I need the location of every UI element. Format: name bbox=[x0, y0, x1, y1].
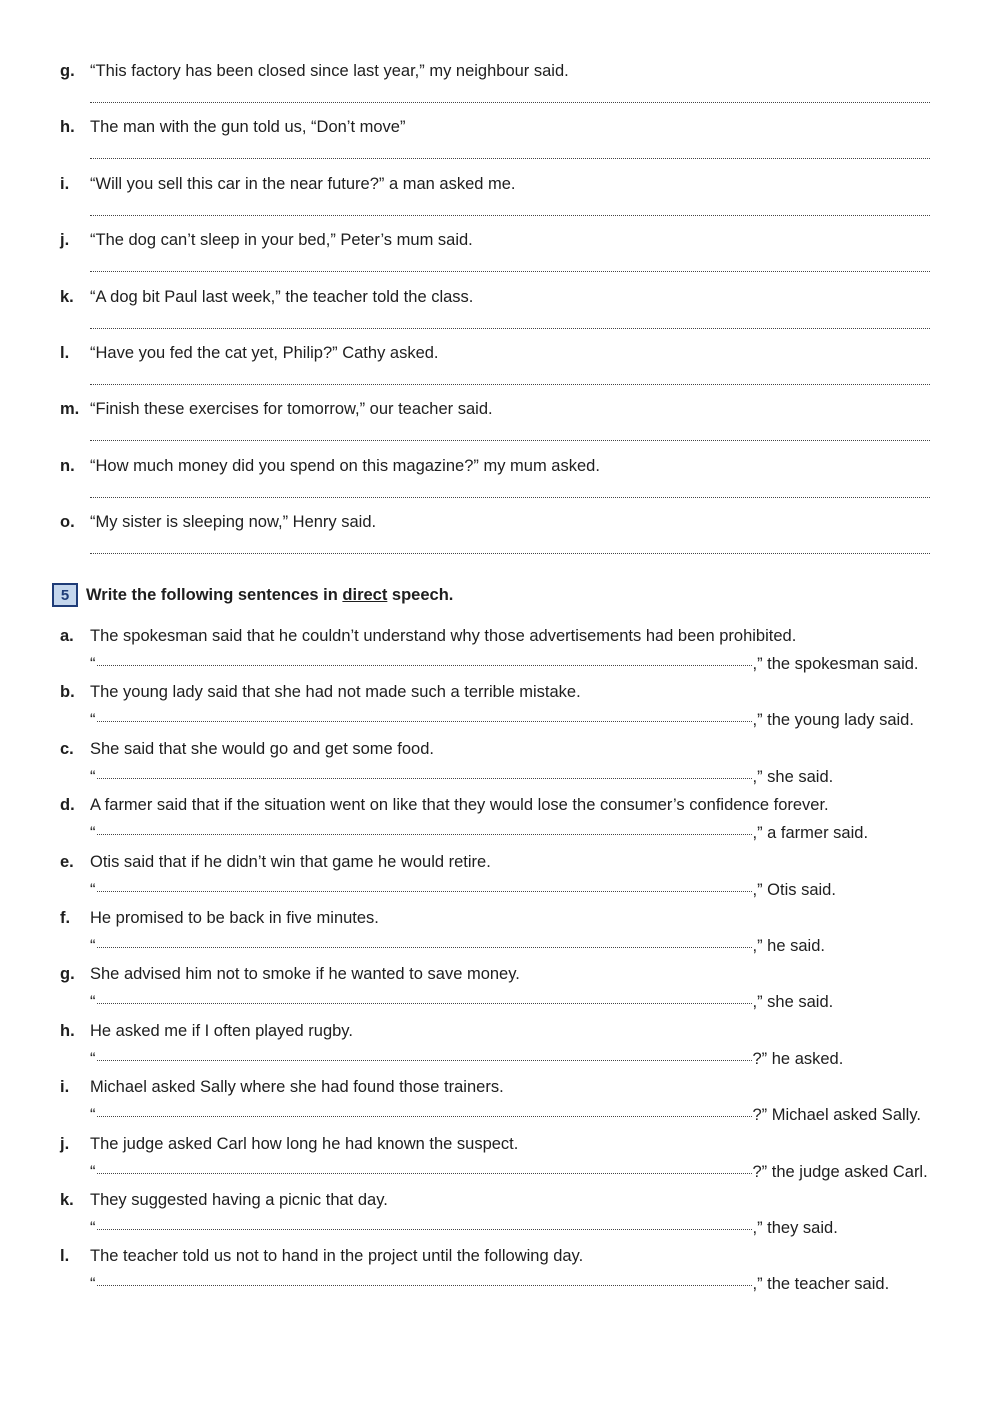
answer-line[interactable] bbox=[90, 553, 930, 554]
list-item bbox=[60, 962, 940, 1018]
answer-row bbox=[90, 1050, 843, 1069]
answer-tail: ,” he said. bbox=[752, 936, 825, 955]
answer-row bbox=[90, 1106, 921, 1125]
answer-tail: ?” he asked. bbox=[752, 1049, 844, 1068]
open-quote: “ bbox=[90, 1162, 96, 1181]
item-sentence: “The dog can’t sleep in your bed,” Peter’s mum said. bbox=[90, 231, 473, 250]
answer-line[interactable] bbox=[90, 497, 930, 498]
list-item bbox=[60, 171, 930, 227]
answer-fill-line[interactable] bbox=[97, 834, 752, 835]
open-quote: “ bbox=[90, 1049, 96, 1068]
item-sentence: “A dog bit Paul last week,” the teacher told the class. bbox=[90, 287, 474, 306]
list-item bbox=[60, 227, 930, 283]
list-item bbox=[60, 850, 940, 906]
answer-tail: ,” she said. bbox=[752, 993, 834, 1012]
answer-line[interactable] bbox=[90, 440, 930, 441]
item-letter: l. bbox=[60, 343, 70, 362]
answer-tail: ,” they said. bbox=[752, 1218, 838, 1237]
answer-tail: ,” she said. bbox=[752, 767, 834, 786]
answer-fill-line[interactable] bbox=[97, 1229, 752, 1230]
list-item bbox=[60, 1019, 940, 1075]
open-quote: “ bbox=[90, 655, 96, 673]
item-letter: g. bbox=[60, 62, 75, 80]
open-quote: “ bbox=[90, 1218, 96, 1237]
list-item bbox=[60, 284, 930, 340]
title-text-underlined: direct bbox=[342, 585, 388, 604]
item-letter: c. bbox=[60, 739, 74, 758]
item-sentence: The young lady said that she had not made such a terrible mistake. bbox=[90, 683, 581, 702]
list-item bbox=[60, 906, 940, 962]
answer-row bbox=[90, 824, 868, 843]
answer-fill-line[interactable] bbox=[97, 1003, 752, 1004]
list-item bbox=[60, 1075, 940, 1131]
item-letter: o. bbox=[60, 513, 75, 532]
answer-line[interactable] bbox=[90, 102, 930, 103]
answer-fill-line[interactable] bbox=[97, 1060, 752, 1061]
open-quote: “ bbox=[90, 1275, 96, 1294]
item-sentence: “This factory has been closed since last year,” my neighbour said. bbox=[90, 62, 569, 80]
item-letter: k. bbox=[60, 287, 74, 306]
list-item bbox=[60, 509, 930, 565]
item-letter: h. bbox=[60, 1021, 75, 1040]
open-quote: “ bbox=[90, 824, 96, 843]
item-sentence: They suggested having a picnic that day. bbox=[90, 1190, 388, 1209]
answer-row bbox=[90, 937, 825, 956]
answer-tail: ?” Michael asked Sally. bbox=[752, 1106, 921, 1125]
item-sentence: The man with the gun told us, “Don’t move” bbox=[90, 118, 406, 137]
item-sentence: The spokesman said that he couldn’t understand why those advertisements had been prohibited. bbox=[90, 627, 797, 645]
list-item bbox=[60, 1188, 940, 1244]
answer-tail: ?” the judge asked Carl. bbox=[752, 1162, 928, 1181]
item-letter: e. bbox=[60, 852, 74, 871]
answer-fill-line[interactable] bbox=[97, 1116, 752, 1117]
list-item bbox=[60, 680, 940, 736]
item-letter: k. bbox=[60, 1190, 74, 1209]
answer-fill-line[interactable] bbox=[97, 1173, 752, 1174]
open-quote: “ bbox=[90, 767, 96, 786]
list-item bbox=[60, 58, 930, 114]
title-text-before: Write the following sentences in bbox=[86, 585, 343, 604]
item-letter: g. bbox=[60, 965, 75, 984]
answer-tail: ,” a farmer said. bbox=[752, 824, 869, 843]
item-letter: h. bbox=[60, 118, 75, 137]
item-sentence: Michael asked Sally where she had found those trainers. bbox=[90, 1078, 504, 1097]
item-letter: i. bbox=[60, 1078, 70, 1097]
list-item bbox=[60, 396, 930, 452]
answer-row bbox=[90, 655, 919, 674]
item-sentence: She said that she would go and get some food. bbox=[90, 739, 434, 758]
list-item bbox=[60, 340, 930, 396]
answer-fill-line[interactable] bbox=[97, 721, 752, 722]
item-sentence: The judge asked Carl how long he had known the suspect. bbox=[90, 1134, 519, 1153]
open-quote: “ bbox=[90, 711, 96, 730]
answer-row bbox=[90, 711, 914, 730]
answer-fill-line[interactable] bbox=[97, 778, 752, 779]
item-letter: d. bbox=[60, 796, 75, 815]
item-letter: j. bbox=[60, 1134, 70, 1153]
open-quote: “ bbox=[90, 936, 96, 955]
answer-line[interactable] bbox=[90, 158, 930, 159]
answer-fill-line[interactable] bbox=[97, 891, 752, 892]
open-quote: “ bbox=[90, 993, 96, 1012]
answer-row bbox=[90, 768, 833, 787]
item-letter: l. bbox=[60, 1247, 70, 1266]
open-quote: “ bbox=[90, 1106, 96, 1125]
answer-tail: ,” the spokesman said. bbox=[752, 655, 919, 673]
item-sentence: He asked me if I often played rugby. bbox=[90, 1021, 353, 1040]
item-sentence: He promised to be back in five minutes. bbox=[90, 908, 379, 927]
answer-fill-line[interactable] bbox=[97, 947, 752, 948]
answer-row bbox=[90, 1275, 889, 1294]
item-sentence: She advised him not to smoke if he wanted to save money. bbox=[90, 965, 520, 984]
exercise-number-badge: 5 bbox=[52, 583, 78, 607]
list-item bbox=[60, 1244, 940, 1300]
list-item bbox=[60, 624, 940, 680]
answer-fill-line[interactable] bbox=[97, 1285, 752, 1286]
item-sentence: “Have you fed the cat yet, Philip?” Cathy asked. bbox=[90, 343, 439, 362]
list-item bbox=[60, 114, 930, 170]
answer-row bbox=[90, 1163, 928, 1182]
item-letter: j. bbox=[60, 231, 70, 250]
item-sentence: A farmer said that if the situation went on like that they would lose the consumer’s confidence forever. bbox=[90, 796, 829, 815]
answer-row bbox=[90, 1219, 838, 1238]
item-sentence: “Will you sell this car in the near future?” a man asked me. bbox=[90, 174, 516, 193]
list-item bbox=[60, 793, 940, 849]
answer-tail: ,” the young lady said. bbox=[752, 711, 914, 730]
item-letter: a. bbox=[60, 627, 74, 645]
answer-tail: ,” Otis said. bbox=[752, 880, 836, 899]
exercise-5-list bbox=[60, 624, 940, 1301]
answer-line[interactable] bbox=[90, 384, 930, 385]
answer-fill-line[interactable] bbox=[97, 665, 752, 666]
answer-tail: ,” the teacher said. bbox=[752, 1275, 890, 1294]
title-text-after: speech. bbox=[387, 585, 454, 604]
item-sentence: “My sister is sleeping now,” Henry said. bbox=[90, 513, 377, 532]
item-letter: f. bbox=[60, 908, 71, 927]
exercise-4-list bbox=[60, 58, 930, 566]
exercise-5-header bbox=[52, 583, 453, 607]
item-letter: m. bbox=[60, 400, 80, 419]
answer-line[interactable] bbox=[90, 271, 930, 272]
item-sentence: Otis said that if he didn’t win that game he would retire. bbox=[90, 852, 491, 871]
exercise-title bbox=[86, 586, 453, 605]
list-item bbox=[60, 737, 940, 793]
item-sentence: “How much money did you spend on this magazine?” my mum asked. bbox=[90, 456, 600, 475]
list-item bbox=[60, 453, 930, 509]
open-quote: “ bbox=[90, 880, 96, 899]
item-letter: n. bbox=[60, 456, 75, 475]
item-letter: i. bbox=[60, 174, 70, 193]
answer-line[interactable] bbox=[90, 215, 930, 216]
item-sentence: “Finish these exercises for tomorrow,” our teacher said. bbox=[90, 400, 493, 419]
list-item bbox=[60, 1132, 940, 1188]
item-letter: b. bbox=[60, 683, 75, 702]
answer-row bbox=[90, 881, 836, 900]
item-sentence: The teacher told us not to hand in the project until the following day. bbox=[90, 1247, 584, 1266]
answer-line[interactable] bbox=[90, 328, 930, 329]
answer-row bbox=[90, 993, 833, 1012]
